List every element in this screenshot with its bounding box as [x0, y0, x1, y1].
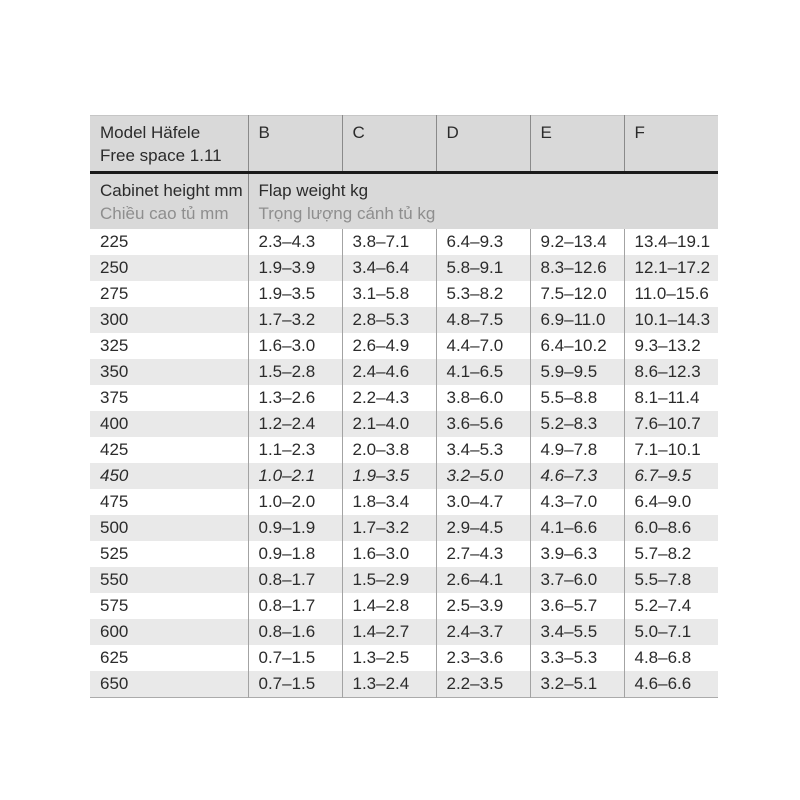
flap-weight-range: 4.3–7.0	[530, 489, 624, 515]
flap-weight-range: 0.9–1.8	[248, 541, 342, 567]
flap-weight-range: 1.4–2.8	[342, 593, 436, 619]
flap-weight-range: 4.8–7.5	[436, 307, 530, 333]
flap-weight-range: 9.3–13.2	[624, 333, 718, 359]
flap-weight-range: 11.0–15.6	[624, 281, 718, 307]
cabinet-height-value: 325	[100, 336, 129, 355]
flap-weight-range: 5.5–8.8	[530, 385, 624, 411]
flap-weight-range: 2.9–4.5	[436, 515, 530, 541]
flap-weight-range: 1.3–2.4	[342, 671, 436, 698]
flap-weight-range: 0.8–1.7	[248, 593, 342, 619]
flap-weight-range: 4.1–6.6	[530, 515, 624, 541]
flap-weight-range: 1.7–3.2	[248, 307, 342, 333]
table-row	[90, 255, 718, 281]
flap-weight-range: 3.2–5.1	[530, 671, 624, 698]
flap-weight-range: 5.2–7.4	[624, 593, 718, 619]
flap-weight-range: 2.4–4.6	[342, 359, 436, 385]
flap-weight-range: 5.0–7.1	[624, 619, 718, 645]
flap-weight-range: 1.9–3.5	[248, 281, 342, 307]
flap-weight-range: 1.1–2.3	[248, 437, 342, 463]
flap-weight-range: 1.4–2.7	[342, 619, 436, 645]
flap-weight-range: 6.4–10.2	[530, 333, 624, 359]
flap-weight-range: 13.4–19.1	[624, 229, 718, 255]
cabinet-height-value: 400	[90, 411, 248, 437]
table-row	[90, 593, 718, 619]
flap-weight-range: 3.6–5.6	[436, 411, 530, 437]
flap-weight-range: 0.8–1.6	[248, 619, 342, 645]
model-series: Free space 1.11	[100, 146, 222, 165]
flap-weight-range: 4.6–6.6	[624, 671, 718, 698]
flap-weight-range: 7.5–12.0	[530, 281, 624, 307]
flap-weight-range: 6.9–11.0	[530, 307, 624, 333]
table-row	[90, 333, 718, 359]
flap-weight-range: 2.2–4.3	[342, 385, 436, 411]
flap-weight-range: 3.2–5.0	[436, 463, 530, 489]
cabinet-height-value: 625	[100, 648, 129, 667]
table-row	[90, 411, 718, 437]
flap-weight-range: 6.7–9.5	[624, 463, 718, 489]
column-header-c: C	[342, 116, 436, 173]
flap-weight-range: 5.3–8.2	[436, 281, 530, 307]
flap-weight-range: 7.1–10.1	[624, 437, 718, 463]
flap-weight-range: 0.8–1.7	[248, 567, 342, 593]
flap-weight-range: 3.9–6.3	[530, 541, 624, 567]
table-row	[90, 645, 718, 671]
cabinet-height-value: 350	[90, 359, 248, 385]
flap-weight-range: 3.0–4.7	[436, 489, 530, 515]
flap-weight-range: 1.5–2.8	[248, 359, 342, 385]
flap-weight-range: 1.3–2.6	[248, 385, 342, 411]
cabinet-height-value: 500	[90, 515, 248, 541]
flap-weight-range: 2.4–3.7	[436, 619, 530, 645]
flap-weight-range: 2.6–4.1	[436, 567, 530, 593]
cabinet-height-value: 425	[100, 440, 129, 459]
flap-weight-range: 6.4–9.3	[436, 229, 530, 255]
table-row	[90, 307, 718, 333]
flap-weight-range: 4.9–7.8	[530, 437, 624, 463]
flap-weight-range: 1.6–3.0	[342, 541, 436, 567]
table-row	[90, 671, 718, 698]
flap-weight-range: 6.4–9.0	[624, 489, 718, 515]
model-header-row	[90, 116, 718, 173]
flap-weight-range: 12.1–17.2	[624, 255, 718, 281]
flap-weight-range: 3.4–5.3	[436, 437, 530, 463]
flap-weight-range: 2.3–3.6	[436, 645, 530, 671]
subheader-row	[90, 173, 718, 230]
flap-weight-header	[248, 173, 718, 230]
flap-weight-label-vi: Trọng lượng cánh tủ kg	[258, 204, 436, 223]
flap-weight-range: 0.7–1.5	[248, 671, 342, 698]
flap-weight-range: 2.3–4.3	[248, 229, 342, 255]
flap-weight-range: 2.2–3.5	[436, 671, 530, 698]
flap-weight-range: 9.2–13.4	[530, 229, 624, 255]
flap-weight-range: 1.0–2.1	[248, 463, 342, 489]
cabinet-height-value: 275	[100, 284, 129, 303]
column-header-e: E	[530, 116, 624, 173]
flap-weight-range: 10.1–14.3	[624, 307, 718, 333]
flap-weight-range: 5.9–9.5	[530, 359, 624, 385]
flap-weight-range: 8.3–12.6	[530, 255, 624, 281]
flap-weight-range: 3.3–5.3	[530, 645, 624, 671]
flap-weight-range: 8.1–11.4	[624, 385, 718, 411]
table-row	[90, 541, 718, 567]
model-name: Model Häfele	[100, 123, 201, 142]
table-row	[90, 619, 718, 645]
column-header-b: B	[248, 116, 342, 173]
cabinet-height-value: 225	[100, 232, 129, 251]
table-row	[90, 515, 718, 541]
flap-weight-range: 4.8–6.8	[624, 645, 718, 671]
flap-weight-label-en: Flap weight kg	[258, 181, 369, 200]
flap-weight-range: 3.4–6.4	[342, 255, 436, 281]
column-header-f: F	[624, 116, 718, 173]
flap-weight-range: 1.7–3.2	[342, 515, 436, 541]
flap-weight-range: 5.2–8.3	[530, 411, 624, 437]
table-row	[90, 359, 718, 385]
cabinet-height-value: 300	[90, 307, 248, 333]
cabinet-height-value: 575	[100, 596, 129, 615]
cabinet-height-value: 250	[90, 255, 248, 281]
table-row	[90, 281, 718, 307]
cabinet-height-value: 375	[100, 388, 129, 407]
flap-weight-range: 1.9–3.5	[342, 463, 436, 489]
flap-weight-range: 3.8–6.0	[436, 385, 530, 411]
flap-weight-range: 0.7–1.5	[248, 645, 342, 671]
flap-weight-range: 2.7–4.3	[436, 541, 530, 567]
flap-weight-range: 1.8–3.4	[342, 489, 436, 515]
flap-weight-range: 3.8–7.1	[342, 229, 436, 255]
cabinet-height-value: 475	[100, 492, 129, 511]
flap-weight-range: 2.0–3.8	[342, 437, 436, 463]
table-row	[90, 489, 718, 515]
flap-weight-range: 0.9–1.9	[248, 515, 342, 541]
flap-weight-range: 5.8–9.1	[436, 255, 530, 281]
flap-weight-table	[90, 115, 718, 698]
flap-weight-range: 4.4–7.0	[436, 333, 530, 359]
flap-weight-range: 6.0–8.6	[624, 515, 718, 541]
flap-weight-range: 5.5–7.8	[624, 567, 718, 593]
cabinet-height-value: 550	[90, 567, 248, 593]
flap-weight-range: 2.8–5.3	[342, 307, 436, 333]
flap-weight-range: 2.1–4.0	[342, 411, 436, 437]
cabinet-height-value: 525	[100, 544, 129, 563]
cabinet-height-label-en: Cabinet height mm	[100, 181, 243, 200]
column-header-d: D	[436, 116, 530, 173]
cabinet-height-label-vi: Chiều cao tủ mm	[100, 204, 229, 223]
flap-weight-range: 1.0–2.0	[248, 489, 342, 515]
table-row	[90, 385, 718, 411]
flap-weight-range: 3.1–5.8	[342, 281, 436, 307]
flap-weight-range: 1.2–2.4	[248, 411, 342, 437]
table-row	[90, 437, 718, 463]
flap-weight-range: 2.5–3.9	[436, 593, 530, 619]
flap-weight-range: 3.6–5.7	[530, 593, 624, 619]
flap-weight-range: 8.6–12.3	[624, 359, 718, 385]
model-header-cell	[90, 116, 248, 173]
cabinet-height-value: 450	[90, 463, 248, 489]
cabinet-height-value: 600	[90, 619, 248, 645]
table-body	[90, 229, 718, 698]
cabinet-height-value: 650	[90, 671, 248, 698]
flap-weight-range: 7.6–10.7	[624, 411, 718, 437]
flap-weight-range: 1.5–2.9	[342, 567, 436, 593]
flap-weight-range: 1.6–3.0	[248, 333, 342, 359]
flap-weight-range: 5.7–8.2	[624, 541, 718, 567]
flap-weight-range: 1.3–2.5	[342, 645, 436, 671]
flap-weight-range: 3.7–6.0	[530, 567, 624, 593]
flap-weight-range: 3.4–5.5	[530, 619, 624, 645]
table-row	[90, 229, 718, 255]
flap-weight-range: 4.1–6.5	[436, 359, 530, 385]
flap-weight-range: 4.6–7.3	[530, 463, 624, 489]
table-row	[90, 567, 718, 593]
cabinet-height-header	[90, 173, 248, 230]
table-row	[90, 463, 718, 489]
flap-weight-range: 1.9–3.9	[248, 255, 342, 281]
flap-weight-range: 2.6–4.9	[342, 333, 436, 359]
